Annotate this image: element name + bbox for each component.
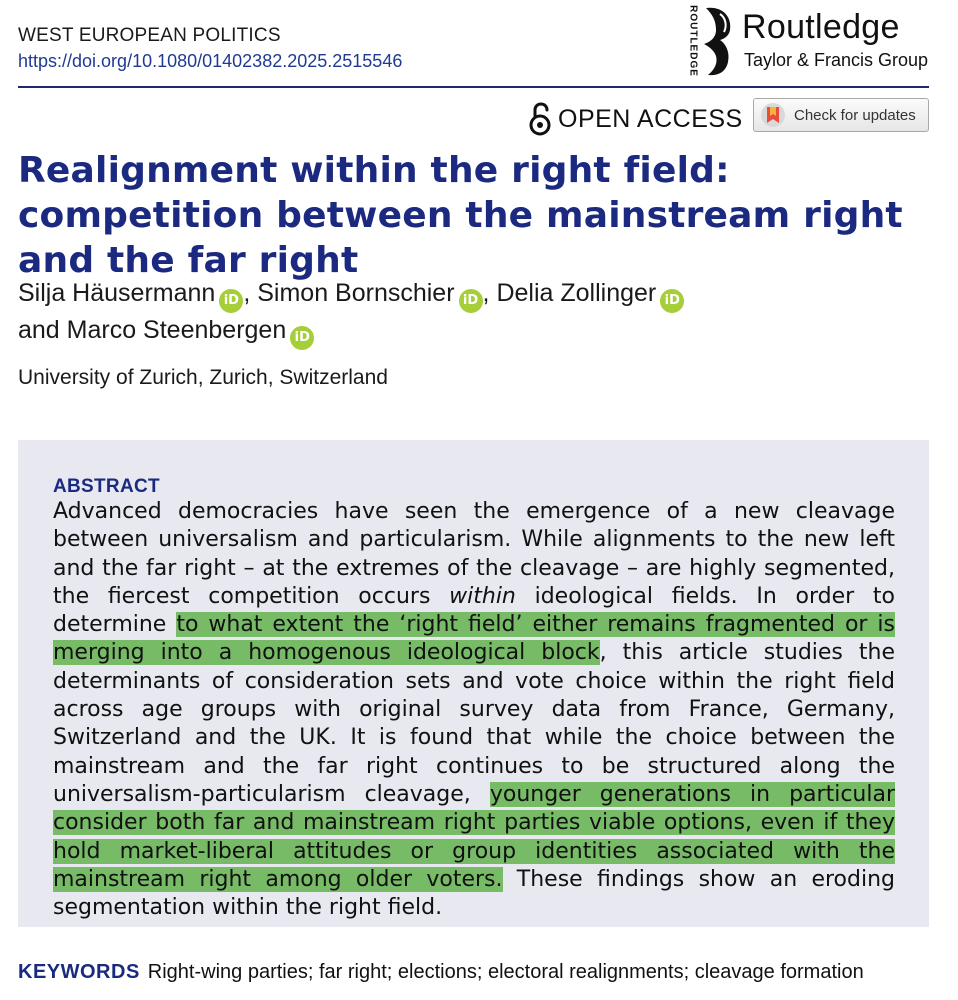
orcid-icon[interactable]: iD	[459, 289, 483, 313]
check-for-updates-button[interactable]	[753, 98, 929, 132]
highlighted-text: to what extent the ‘right field’ either remains fragmented or is merging into a homogenous ideological block	[53, 612, 896, 666]
abstract-text	[53, 498, 895, 922]
abstract-sentence: These findings show an eroding segmentation within the right field.	[53, 866, 895, 921]
author-list	[18, 276, 938, 350]
doi-link[interactable]: https://doi.org/10.1080/01402382.2025.2515546	[18, 51, 403, 71]
orcid-icon[interactable]: iD	[290, 326, 314, 350]
affiliation: University of Zurich, Zurich, Switzerland	[18, 366, 388, 389]
open-lock-icon	[528, 102, 552, 136]
open-access-badge	[528, 102, 743, 136]
author-name[interactable]: Delia Zollinger	[496, 279, 657, 307]
author-separator: ,	[482, 279, 497, 307]
keywords-text: Right-wing parties; far right; elections; electoral realignments; cleavage formation	[147, 961, 864, 983]
abstract-section	[18, 440, 929, 927]
publisher-vertical-text: ROUTLEDGE	[687, 5, 699, 77]
abstract-sentence: , this article studies the determinants of consideration sets and vote choice within the right field across age groups with original survey data from France, Germany, Switzerland and the UK. It is found that while the choice between the mainstream and the far right continues to be structured along the universalism-particularism cleavage,	[53, 640, 896, 807]
crossmark-icon	[760, 102, 786, 128]
keywords-line	[18, 961, 864, 984]
abstract-sentence: ideological fields. In order to determine	[53, 583, 896, 638]
keywords-label: KEYWORDS	[18, 961, 140, 983]
author-name[interactable]: Simon Bornschier	[257, 279, 455, 307]
author-name[interactable]: and Marco Steenbergen	[18, 316, 287, 344]
abstract-sentence: Advanced democracies have seen the emergence of a new cleavage between universalism and particularism. While alignments to the new left and the far right – at the extremes of the cleavage – are highly segmented, the fiercest competition occurs	[53, 499, 895, 609]
abstract-heading: ABSTRACT	[53, 476, 160, 497]
journal-name: WEST EUROPEAN POLITICS	[18, 25, 281, 46]
publisher-name: Routledge	[742, 8, 900, 46]
publisher-logo	[686, 6, 936, 76]
abstract-emphasis: within	[449, 583, 516, 609]
open-access-label: OPEN ACCESS	[558, 104, 743, 133]
article-title: Realignment within the right field: competition between the mainstream right and the far right	[18, 150, 903, 281]
publisher-group: Taylor & Francis Group	[744, 50, 929, 70]
orcid-icon[interactable]: iD	[219, 289, 243, 313]
check-for-updates-label: Check for updates	[794, 106, 916, 124]
orcid-icon[interactable]: iD	[660, 289, 684, 313]
header-divider	[18, 86, 929, 88]
highlighted-text: younger generations in particular consider both far and mainstream right parties viable options, even if they hold market-liberal attitudes or group identities associated with the mainstream right among older voters.	[53, 781, 895, 892]
routledge-head-icon	[700, 6, 736, 76]
author-separator: ,	[243, 279, 258, 307]
author-name[interactable]: Silja Häusermann	[18, 279, 216, 307]
